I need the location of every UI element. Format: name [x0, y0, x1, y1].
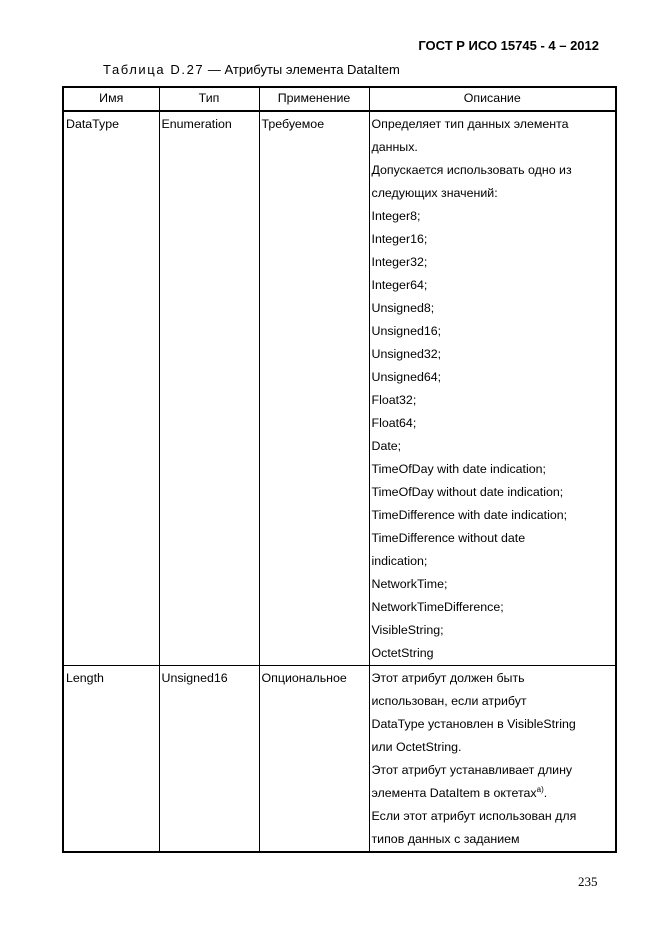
description-line: следующих значений: — [371, 186, 498, 200]
description-line: VisibleString; — [371, 623, 444, 637]
cell-usage: Требуемое — [259, 111, 369, 666]
description-line: NetworkTimeDifference; — [371, 600, 504, 614]
description-line: TimeDifference with date indication; — [371, 508, 568, 522]
description-line: Unsigned64; — [371, 370, 442, 384]
cell-description — [369, 666, 616, 853]
description-line: Integer16; — [371, 232, 428, 246]
description-line: Integer64; — [371, 278, 428, 292]
description-line: Этот атрибут должен быть — [371, 671, 525, 685]
description-line: TimeOfDay without date indication; — [371, 485, 564, 499]
page-number: 235 — [578, 874, 598, 889]
table-caption — [103, 62, 400, 77]
description-line: OctetString — [371, 646, 434, 660]
table-header-row — [63, 87, 616, 111]
attributes-table — [62, 86, 617, 853]
description-line: элемента DataItem в октетах$^{а)}$. — [371, 784, 548, 800]
description-line: или OctetString. — [371, 740, 462, 754]
column-header-description: Описание — [369, 87, 616, 111]
description-line: Допускается использовать одно из — [371, 163, 572, 177]
table-row — [63, 666, 616, 853]
cell-name: DataType — [63, 111, 159, 666]
description-line: использован, если атрибут — [371, 694, 527, 708]
table-caption-title: — Атрибуты элемента DataItem — [204, 62, 400, 77]
description-line: Определяет тип данных элемента — [371, 117, 569, 131]
column-header-usage: Применение — [259, 87, 369, 111]
description-line: Unsigned16; — [371, 324, 442, 338]
description-line: Float64; — [371, 416, 417, 430]
description-line: TimeOfDay with date indication; — [371, 462, 546, 476]
description-line: Если этот атрибут использован для — [371, 809, 577, 823]
description-line: TimeDifference without date — [371, 531, 526, 545]
table-row — [63, 111, 616, 666]
cell-usage: Опциональное — [259, 666, 369, 853]
column-header-name: Имя — [63, 87, 159, 111]
document-standard-header: ГОСТ Р ИСО 15745 - 4 – 2012 — [418, 38, 599, 53]
description-line: Unsigned32; — [371, 347, 442, 361]
cell-type: Unsigned16 — [159, 666, 259, 853]
description-line: indication; — [371, 554, 428, 568]
description-line: DataType установлен в VisibleString — [371, 717, 576, 731]
description-line: Date; — [371, 439, 402, 453]
description-line: Unsigned8; — [371, 301, 435, 315]
footnote-suffix: . — [543, 786, 548, 800]
cell-type: Enumeration — [159, 111, 259, 666]
description-line: типов данных с заданием — [371, 832, 520, 846]
description-line: Integer32; — [371, 255, 428, 269]
column-header-type: Тип — [159, 87, 259, 111]
description-line: NetworkTime; — [371, 577, 448, 591]
description-line: Integer8; — [371, 209, 421, 223]
description-line: данных. — [371, 140, 418, 154]
cell-name: Length — [63, 666, 159, 853]
footnote-reference: а) — [536, 784, 544, 794]
description-line: Этот атрибут устанавливает длину — [371, 763, 573, 777]
cell-description — [369, 111, 616, 666]
description-line: Float32; — [371, 393, 417, 407]
table-caption-label: Таблица D.27 — [103, 62, 205, 77]
